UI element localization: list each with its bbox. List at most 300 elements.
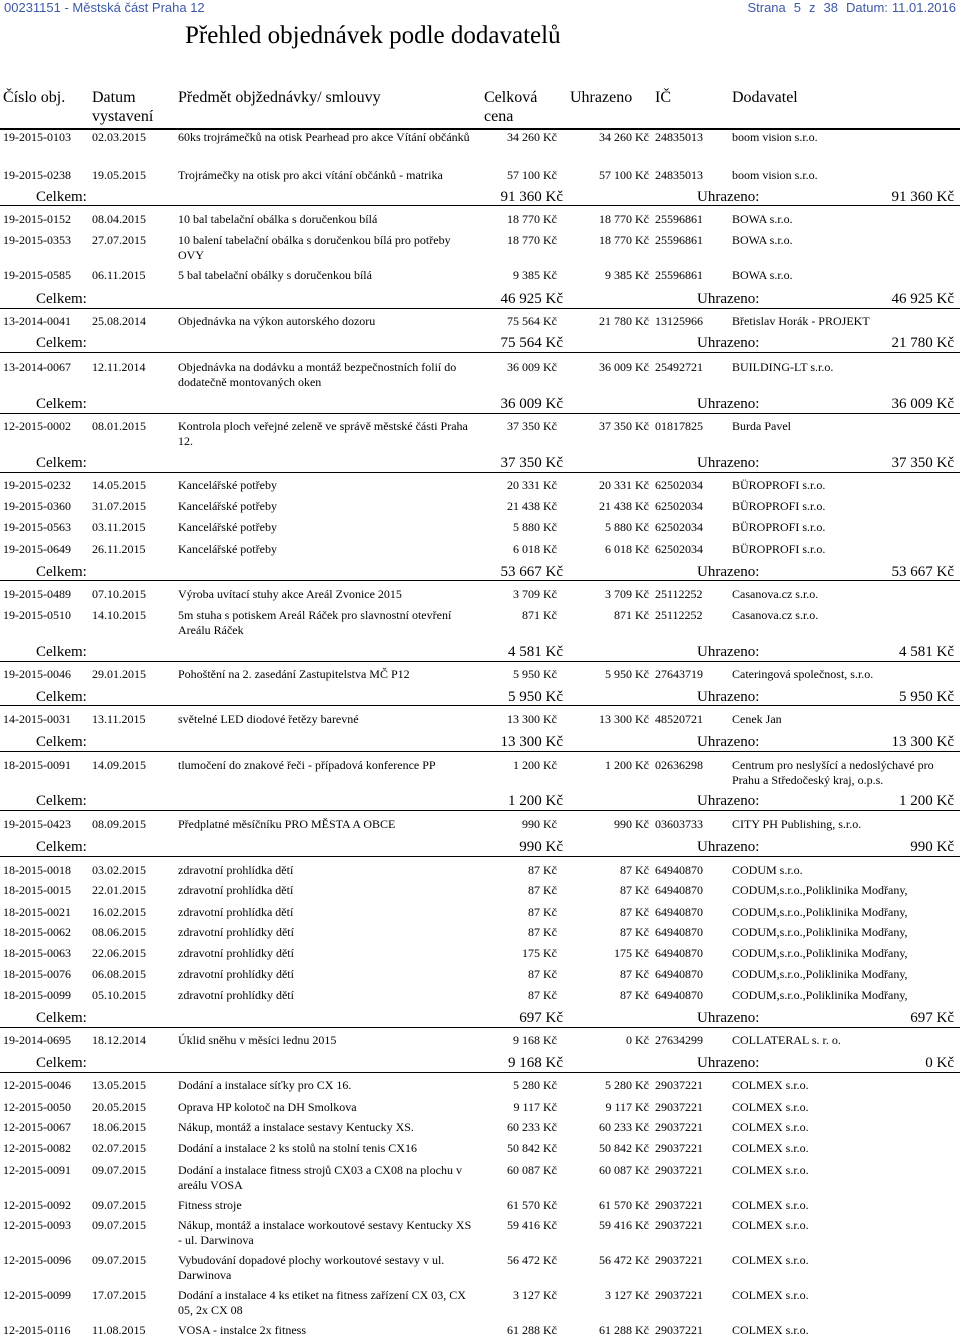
total-price: 3 127 Kč — [513, 1288, 557, 1302]
order-subject: Nákup, montáž a instalace sestavy Kentucky XS. — [178, 1120, 414, 1134]
supplier-ic: 13125966 — [655, 314, 703, 328]
order-subject: Kancelářské potřeby — [178, 542, 277, 556]
supplier-name: COLLATERAL s. r. o. — [732, 1033, 841, 1047]
total-price: 87 Kč — [528, 905, 557, 919]
issue-date: 31.07.2015 — [92, 499, 146, 513]
order-number: 12-2015-0050 — [3, 1100, 71, 1114]
paid-amount: 36 009 Kč — [599, 360, 649, 374]
order-number: 19-2015-0563 — [3, 520, 71, 534]
subtotal-paid: 13 300 Kč — [891, 734, 954, 750]
paid-amount: 21 780 Kč — [599, 314, 649, 328]
date-value: 11.01.2016 — [891, 0, 956, 15]
order-subject: 5m stuha s potiskem Areál Ráček pro slavnostní otevření Areálu Ráček — [178, 608, 452, 637]
order-number: 19-2015-0046 — [3, 667, 71, 681]
total-price: 990 Kč — [522, 817, 557, 831]
supplier-name: CODUM,s.r.o.,Poliklinika Modřany, — [732, 967, 908, 981]
issue-date: 08.04.2015 — [92, 212, 146, 226]
col-header-supplier: Dodavatel — [732, 89, 798, 106]
paid-amount: 87 Kč — [620, 967, 649, 981]
supplier-name: CODUM,s.r.o.,Poliklinika Modřany, — [732, 946, 908, 960]
subtotal-paid: 36 009 Kč — [891, 396, 954, 412]
column-headers — [0, 88, 960, 128]
subtotal-paid: 1 200 Kč — [899, 793, 954, 809]
issue-date: 07.10.2015 — [92, 587, 146, 601]
supplier-ic: 02636298 — [655, 758, 703, 772]
supplier-subtotal-row — [0, 643, 960, 661]
supplier-ic: 64940870 — [655, 988, 703, 1002]
supplier-ic: 29037221 — [655, 1163, 703, 1177]
order-number: 19-2015-0238 — [3, 168, 71, 182]
order-subject: Nákup, montáž a instalace workoutové sestavy Kentucky XS - ul. Darwinova — [178, 1218, 472, 1247]
order-subject: VOSA - instalce 2x fitness — [178, 1323, 306, 1337]
supplier-ic: 29037221 — [655, 1253, 703, 1267]
total-price: 5 280 Kč — [513, 1078, 557, 1092]
supplier-subtotal-row — [0, 733, 960, 751]
supplier-subtotal-row — [0, 395, 960, 413]
page-number: 5 — [793, 0, 802, 15]
subtotal-paid: 53 667 Kč — [891, 564, 954, 580]
document-id: 00231151 - Městská část Praha 12 — [4, 0, 205, 15]
subtotal-paid: 4 581 Kč — [899, 644, 954, 660]
page-separator: z — [809, 0, 816, 15]
order-subject: Dodání a instalace 4 ks etiket na fitness zařízení CX 03, CX 05, 2x CX 08 — [178, 1288, 466, 1317]
paid-amount: 50 842 Kč — [599, 1141, 649, 1155]
order-number: 12-2015-0046 — [3, 1078, 71, 1092]
subtotal-price: 1 200 Kč — [508, 793, 563, 809]
order-number: 12-2015-0093 — [3, 1218, 71, 1232]
paid-amount: 60 233 Kč — [599, 1120, 649, 1134]
total-price: 87 Kč — [528, 988, 557, 1002]
subtotal-paid: 91 360 Kč — [891, 189, 954, 205]
paid-amount: 60 087 Kč — [599, 1163, 649, 1177]
issue-date: 22.06.2015 — [92, 946, 146, 960]
subtotal-price: 37 350 Kč — [500, 455, 563, 471]
subtotal-paid-label: Uhrazeno: — [697, 644, 760, 660]
paid-amount: 18 770 Kč — [599, 233, 649, 247]
supplier-ic: 29037221 — [655, 1323, 703, 1337]
page-info — [739, 0, 956, 15]
supplier-name: COLMEX s.r.o. — [732, 1218, 809, 1232]
order-subject: zdravotní prohlídky dětí — [178, 967, 294, 981]
issue-date: 13.05.2015 — [92, 1078, 146, 1092]
order-number: 19-2015-0353 — [3, 233, 71, 247]
supplier-name: CODUM s.r.o. — [732, 863, 803, 877]
total-price: 60 087 Kč — [507, 1163, 557, 1177]
subtotal-rule — [0, 1072, 960, 1073]
supplier-ic: 29037221 — [655, 1120, 703, 1134]
supplier-subtotal-row — [0, 290, 960, 308]
supplier-subtotal-row — [0, 1009, 960, 1027]
paid-amount: 0 Kč — [626, 1033, 649, 1047]
supplier-name: COLMEX s.r.o. — [732, 1198, 809, 1212]
order-number: 14-2015-0031 — [3, 712, 71, 726]
order-subject: Fitness stroje — [178, 1198, 242, 1212]
supplier-ic: 29037221 — [655, 1288, 703, 1302]
issue-date: 14.10.2015 — [92, 608, 146, 622]
order-subject: 60ks trojrámečků na otisk Pearhead pro akce Vítání občánků — [178, 130, 470, 144]
total-price: 21 438 Kč — [507, 499, 557, 513]
subtotal-price: 13 300 Kč — [500, 734, 563, 750]
issue-date: 26.11.2015 — [92, 542, 146, 556]
subtotal-paid-label: Uhrazeno: — [697, 734, 760, 750]
order-subject: Dodání a instalace fitness strojů CX03 a CX08 na plochu v areálu VOSA — [178, 1163, 462, 1192]
order-number: 19-2015-0360 — [3, 499, 71, 513]
subtotal-rule — [0, 472, 960, 473]
supplier-subtotal-row — [0, 454, 960, 472]
total-price: 37 350 Kč — [507, 419, 557, 433]
order-subject: zdravotní prohlídka dětí — [178, 905, 294, 919]
supplier-name: CODUM,s.r.o.,Poliklinika Modřany, — [732, 925, 908, 939]
subtotal-paid: 0 Kč — [925, 1055, 954, 1071]
subtotal-label: Celkem: — [36, 189, 87, 205]
subtotal-price: 53 667 Kč — [500, 564, 563, 580]
issue-date: 25.08.2014 — [92, 314, 146, 328]
order-subject: Pohoštění na 2. zasedání Zastupitelstva MČ P12 — [178, 667, 410, 681]
subtotal-paid-label: Uhrazeno: — [697, 189, 760, 205]
supplier-name: COLMEX s.r.o. — [732, 1120, 809, 1134]
supplier-name: BUILDING-LT s.r.o. — [732, 360, 834, 374]
issue-date: 09.07.2015 — [92, 1163, 146, 1177]
page-title: Přehled objednávek podle dodavatelů — [185, 22, 561, 49]
order-number: 18-2015-0099 — [3, 988, 71, 1002]
supplier-ic: 29037221 — [655, 1100, 703, 1114]
subtotal-rule — [0, 580, 960, 581]
paid-amount: 87 Kč — [620, 883, 649, 897]
issue-date: 03.02.2015 — [92, 863, 146, 877]
order-number: 19-2015-0510 — [3, 608, 71, 622]
total-price: 87 Kč — [528, 863, 557, 877]
paid-amount: 3 127 Kč — [605, 1288, 649, 1302]
order-subject: Úklid sněhu v měsíci lednu 2015 — [178, 1033, 337, 1047]
supplier-name: Cenek Jan — [732, 712, 782, 726]
total-price: 3 709 Kč — [513, 587, 557, 601]
supplier-name: BOWA s.r.o. — [732, 212, 793, 226]
supplier-subtotal-row — [0, 188, 960, 206]
supplier-ic: 29037221 — [655, 1198, 703, 1212]
order-subject: zdravotní prohlídka dětí — [178, 863, 294, 877]
subtotal-rule — [0, 810, 960, 811]
order-subject: Kancelářské potřeby — [178, 499, 277, 513]
subtotal-price: 36 009 Kč — [500, 396, 563, 412]
supplier-name: BÜROPROFI s.r.o. — [732, 520, 826, 534]
paid-amount: 1 200 Kč — [605, 758, 649, 772]
order-number: 12-2015-0091 — [3, 1163, 71, 1177]
subtotal-rule — [0, 308, 960, 309]
issue-date: 12.11.2014 — [92, 360, 146, 374]
subtotal-rule — [0, 352, 960, 353]
order-number: 18-2015-0063 — [3, 946, 71, 960]
order-subject: Dodání a instalace síťky pro CX 16. — [178, 1078, 352, 1092]
order-number: 18-2015-0076 — [3, 967, 71, 981]
supplier-ic: 62502034 — [655, 499, 703, 513]
paid-amount: 13 300 Kč — [599, 712, 649, 726]
subtotal-rule — [0, 413, 960, 414]
supplier-name: BÜROPROFI s.r.o. — [732, 542, 826, 556]
order-number: 18-2015-0018 — [3, 863, 71, 877]
subtotal-paid-label: Uhrazeno: — [697, 793, 760, 809]
supplier-ic: 64940870 — [655, 863, 703, 877]
paid-amount: 175 Kč — [614, 946, 649, 960]
supplier-name: Burda Pavel — [732, 419, 791, 433]
subtotal-rule — [0, 856, 960, 857]
supplier-name: BÜROPROFI s.r.o. — [732, 478, 826, 492]
order-subject: Oprava HP kolotoč na DH Smolkova — [178, 1100, 357, 1114]
col-header-subject: Předmět objžednávky/ smlouvy — [178, 89, 381, 106]
col-header-order-no: Číslo obj. — [3, 89, 66, 106]
order-subject: Kancelářské potřeby — [178, 478, 277, 492]
paid-amount: 5 280 Kč — [605, 1078, 649, 1092]
issue-date: 09.07.2015 — [92, 1218, 146, 1232]
order-number: 12-2015-0067 — [3, 1120, 71, 1134]
order-number: 12-2015-0002 — [3, 419, 71, 433]
supplier-ic: 27634299 — [655, 1033, 703, 1047]
total-price: 9 385 Kč — [513, 268, 557, 282]
total-price: 871 Kč — [522, 608, 557, 622]
issue-date: 02.07.2015 — [92, 1141, 146, 1155]
order-number: 18-2015-0015 — [3, 883, 71, 897]
supplier-name: Casanova.cz s.r.o. — [732, 608, 819, 622]
subtotal-rule — [0, 1027, 960, 1028]
order-number: 19-2015-0232 — [3, 478, 71, 492]
subtotal-paid-label: Uhrazeno: — [697, 564, 760, 580]
supplier-ic: 48520721 — [655, 712, 703, 726]
total-price: 87 Kč — [528, 967, 557, 981]
issue-date: 27.07.2015 — [92, 233, 146, 247]
order-number: 18-2015-0091 — [3, 758, 71, 772]
supplier-name: BOWA s.r.o. — [732, 268, 793, 282]
order-subject: zdravotní prohlídky dětí — [178, 946, 294, 960]
col-header-paid: Uhrazeno — [570, 89, 633, 106]
total-price: 9 117 Kč — [513, 1100, 557, 1114]
paid-amount: 5 880 Kč — [605, 520, 649, 534]
supplier-ic: 29037221 — [655, 1141, 703, 1155]
subtotal-label: Celkem: — [36, 1010, 87, 1026]
issue-date: 08.01.2015 — [92, 419, 146, 433]
supplier-name: boom vision s.r.o. — [732, 168, 818, 182]
supplier-name: BOWA s.r.o. — [732, 233, 793, 247]
order-number: 13-2014-0067 — [3, 360, 71, 374]
order-subject: Kancelářské potřeby — [178, 520, 277, 534]
supplier-name: COLMEX s.r.o. — [732, 1253, 809, 1267]
subtotal-paid: 5 950 Kč — [899, 689, 954, 705]
total-price: 20 331 Kč — [507, 478, 557, 492]
supplier-name: COLMEX s.r.o. — [732, 1288, 809, 1302]
supplier-name: COLMEX s.r.o. — [732, 1323, 809, 1337]
supplier-subtotal-row — [0, 792, 960, 810]
paid-amount: 3 709 Kč — [605, 587, 649, 601]
supplier-ic: 03603733 — [655, 817, 703, 831]
order-number: 18-2015-0021 — [3, 905, 71, 919]
issue-date: 18.06.2015 — [92, 1120, 146, 1134]
paid-amount: 21 438 Kč — [599, 499, 649, 513]
total-price: 59 416 Kč — [507, 1218, 557, 1232]
order-subject: Vybudování dopadové plochy workoutové sestavy v ul. Darwinova — [178, 1253, 445, 1282]
supplier-ic: 64940870 — [655, 905, 703, 919]
issue-date: 02.03.2015 — [92, 130, 146, 144]
total-price: 87 Kč — [528, 925, 557, 939]
issue-date: 14.09.2015 — [92, 758, 146, 772]
order-number: 12-2015-0116 — [3, 1323, 71, 1337]
supplier-name: CODUM,s.r.o.,Poliklinika Modřany, — [732, 988, 908, 1002]
total-price: 5 880 Kč — [513, 520, 557, 534]
col-header-date: Datum vystavení — [92, 89, 154, 125]
order-subject: zdravotní prohlídky dětí — [178, 925, 294, 939]
subtotal-rule — [0, 751, 960, 752]
paid-amount: 87 Kč — [620, 905, 649, 919]
supplier-name: CODUM,s.r.o.,Poliklinika Modřany, — [732, 883, 908, 897]
subtotal-label: Celkem: — [36, 455, 87, 471]
total-price: 18 770 Kč — [507, 212, 557, 226]
paid-amount: 34 260 Kč — [599, 130, 649, 144]
order-number: 18-2015-0062 — [3, 925, 71, 939]
issue-date: 16.02.2015 — [92, 905, 146, 919]
subtotal-paid: 21 780 Kč — [891, 335, 954, 351]
total-price: 57 100 Kč — [507, 168, 557, 182]
paid-amount: 87 Kč — [620, 863, 649, 877]
paid-amount: 37 350 Kč — [599, 419, 649, 433]
subtotal-price: 75 564 Kč — [500, 335, 563, 351]
order-number: 19-2015-0489 — [3, 587, 71, 601]
order-subject: 10 bal tabelační obálka s doručenkou bílá — [178, 212, 378, 226]
order-subject: světelné LED diodové řetězy barevné — [178, 712, 359, 726]
supplier-ic: 25492721 — [655, 360, 703, 374]
subtotal-label: Celkem: — [36, 1055, 87, 1071]
paid-amount: 6 018 Kč — [605, 542, 649, 556]
subtotal-label: Celkem: — [36, 564, 87, 580]
total-price: 61 288 Kč — [507, 1323, 557, 1337]
total-price: 75 564 Kč — [507, 314, 557, 328]
total-price: 50 842 Kč — [507, 1141, 557, 1155]
supplier-name: Cateringová společnost, s.r.o. — [732, 667, 874, 681]
subtotal-label: Celkem: — [36, 396, 87, 412]
supplier-name: CODUM,s.r.o.,Poliklinika Modřany, — [732, 905, 908, 919]
supplier-name: Centrum pro neslyšící a nedoslýchavé pro Prahu a Středočeský kraj, o.p.s. — [732, 758, 934, 787]
supplier-ic: 64940870 — [655, 946, 703, 960]
supplier-name: COLMEX s.r.o. — [732, 1100, 809, 1114]
order-number: 12-2015-0099 — [3, 1288, 71, 1302]
supplier-name: boom vision s.r.o. — [732, 130, 818, 144]
order-subject: Předplatné měsíčníku PRO MĚSTA A OBCE — [178, 817, 396, 831]
subtotal-paid: 46 925 Kč — [891, 291, 954, 307]
supplier-ic: 62502034 — [655, 520, 703, 534]
total-price: 34 260 Kč — [507, 130, 557, 144]
issue-date: 19.05.2015 — [92, 168, 146, 182]
order-number: 19-2015-0103 — [3, 130, 71, 144]
supplier-name: COLMEX s.r.o. — [732, 1163, 809, 1177]
order-subject: tlumočení do znakové řeči - případová konference PP — [178, 758, 436, 772]
subtotal-label: Celkem: — [36, 644, 87, 660]
paid-amount: 61 288 Kč — [599, 1323, 649, 1337]
subtotal-price: 46 925 Kč — [500, 291, 563, 307]
subtotal-rule — [0, 205, 960, 206]
subtotal-price: 4 581 Kč — [508, 644, 563, 660]
subtotal-label: Celkem: — [36, 839, 87, 855]
supplier-name: COLMEX s.r.o. — [732, 1141, 809, 1155]
supplier-ic: 24835013 — [655, 130, 703, 144]
subtotal-paid-label: Uhrazeno: — [697, 689, 760, 705]
paid-amount: 56 472 Kč — [599, 1253, 649, 1267]
paid-amount: 20 331 Kč — [599, 478, 649, 492]
subtotal-price: 990 Kč — [519, 839, 563, 855]
supplier-subtotal-row — [0, 1054, 960, 1072]
supplier-ic: 64940870 — [655, 883, 703, 897]
issue-date: 13.11.2015 — [92, 712, 146, 726]
order-number: 19-2015-0423 — [3, 817, 71, 831]
issue-date: 29.01.2015 — [92, 667, 146, 681]
issue-date: 06.08.2015 — [92, 967, 146, 981]
supplier-ic: 25596861 — [655, 212, 703, 226]
order-subject: Objednávka na dodávku a montáž bezpečnostních folií do dodatečně montovaných oken — [178, 360, 457, 389]
subtotal-rule — [0, 661, 960, 662]
issue-date: 17.07.2015 — [92, 1288, 146, 1302]
order-number: 12-2015-0096 — [3, 1253, 71, 1267]
order-subject: Kontrola ploch veřejné zeleně ve správě městské části Praha 12. — [178, 419, 468, 448]
supplier-name: CITY PH Publishing, s.r.o. — [732, 817, 862, 831]
subtotal-label: Celkem: — [36, 793, 87, 809]
page-header-line — [4, 0, 956, 18]
col-header-total-price: Celková cena — [484, 89, 538, 125]
order-number: 13-2014-0041 — [3, 314, 71, 328]
subtotal-price: 91 360 Kč — [500, 189, 563, 205]
order-number: 12-2015-0082 — [3, 1141, 71, 1155]
subtotal-paid: 990 Kč — [910, 839, 954, 855]
issue-date: 03.11.2015 — [92, 520, 146, 534]
issue-date: 09.07.2015 — [92, 1253, 146, 1267]
issue-date: 06.11.2015 — [92, 268, 146, 282]
page-total: 38 — [823, 0, 838, 15]
order-subject: Výroba uvítací stuhy akce Areál Zvonice 2015 — [178, 587, 402, 601]
issue-date: 18.12.2014 — [92, 1033, 146, 1047]
page-label: Strana — [747, 0, 786, 15]
paid-amount: 990 Kč — [614, 817, 649, 831]
issue-date: 08.09.2015 — [92, 817, 146, 831]
supplier-name: Břetislav Horák - PROJEKT — [732, 314, 870, 328]
total-price: 87 Kč — [528, 883, 557, 897]
subtotal-label: Celkem: — [36, 734, 87, 750]
supplier-ic: 64940870 — [655, 967, 703, 981]
paid-amount: 9 117 Kč — [605, 1100, 649, 1114]
order-subject: Trojrámečky na otisk pro akci vítání občánků - matrika — [178, 168, 443, 182]
subtotal-paid-label: Uhrazeno: — [697, 1055, 760, 1071]
supplier-subtotal-row — [0, 688, 960, 706]
order-number: 19-2015-0152 — [3, 212, 71, 226]
supplier-name: BÜROPROFI s.r.o. — [732, 499, 826, 513]
issue-date: 09.07.2015 — [92, 1198, 146, 1212]
subtotal-label: Celkem: — [36, 335, 87, 351]
supplier-ic: 01817825 — [655, 419, 703, 433]
total-price: 61 570 Kč — [507, 1198, 557, 1212]
total-price: 1 200 Kč — [513, 758, 557, 772]
subtotal-paid: 37 350 Kč — [891, 455, 954, 471]
supplier-name: Casanova.cz s.r.o. — [732, 587, 819, 601]
subtotal-label: Celkem: — [36, 689, 87, 705]
subtotal-paid-label: Uhrazeno: — [697, 291, 760, 307]
order-subject: 5 bal tabelační obálky s doručenkou bílá — [178, 268, 372, 282]
supplier-ic: 27643719 — [655, 667, 703, 681]
col-header-ic: IČ — [655, 89, 671, 106]
order-subject: Objednávka na výkon autorského dozoru — [178, 314, 376, 328]
date-label: Datum: — [845, 0, 888, 15]
subtotal-paid-label: Uhrazeno: — [697, 839, 760, 855]
order-subject: zdravotní prohlídka dětí — [178, 883, 294, 897]
total-price: 18 770 Kč — [507, 233, 557, 247]
supplier-ic: 24835013 — [655, 168, 703, 182]
supplier-ic: 62502034 — [655, 478, 703, 492]
paid-amount: 61 570 Kč — [599, 1198, 649, 1212]
order-number: 19-2015-0585 — [3, 268, 71, 282]
supplier-ic: 62502034 — [655, 542, 703, 556]
paid-amount: 57 100 Kč — [599, 168, 649, 182]
